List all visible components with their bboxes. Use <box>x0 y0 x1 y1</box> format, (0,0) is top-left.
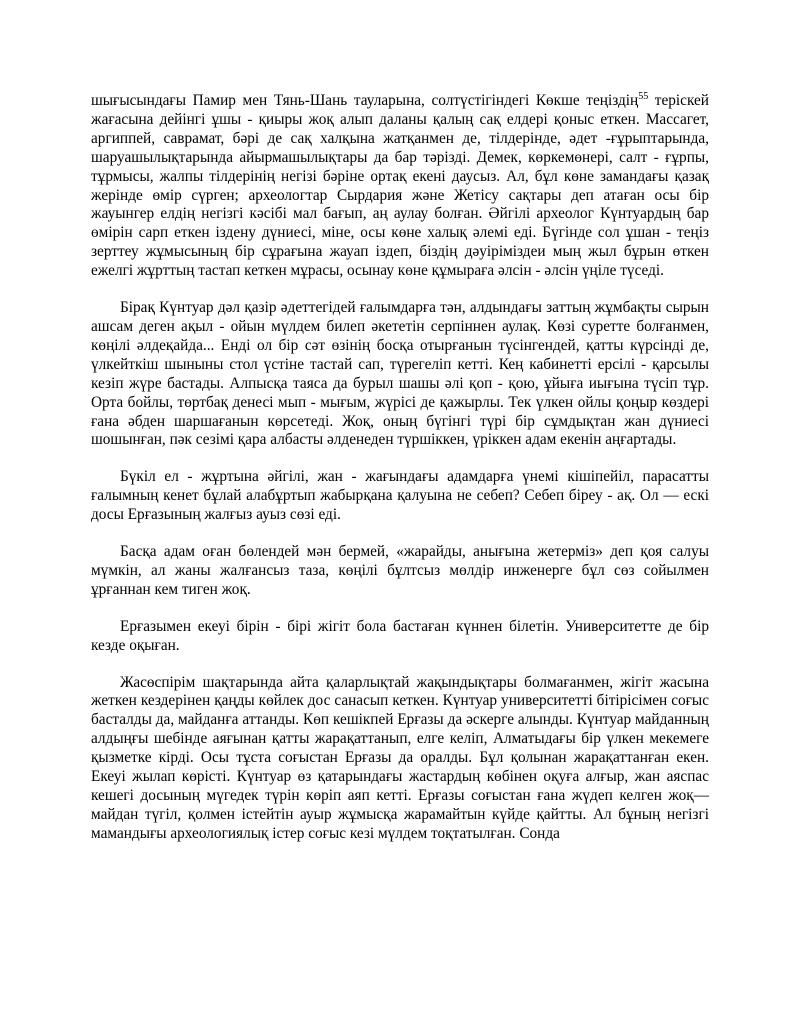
document-page <box>91 92 709 862</box>
paragraph-5: Ерғазымен екеуі бірін - бірі жігіт бола бастаған күннен білетін. Университетте де бір кезде оқыған. <box>91 617 709 654</box>
footnote-reference[interactable]: 55 <box>638 91 649 102</box>
paragraph-3: Бүкіл ел - жұртына әйгілі, жан - жағындағы адамдарға үнемі кішіпейіл, парасатты ғалымның кенет бұлай алабұртып жабырқана қалуына не себеп? Себеп біреу - ақ. Ол — ескі досы Ерғазының жалғыз ауыз сөзі еді. <box>91 468 709 524</box>
paragraph-1 <box>91 92 709 281</box>
paragraph-2: Бірақ Күнтуар дәл қазір әдеттегідей ғалымдарға тән, алдындағы заттың жұмбақты сырын ашсам деген ақыл - ойын мүлдем билеп әкететін серпіннен аулақ. Көзі суретте болғанмен, көңілі әлдеқайда... Енді ол бір сәт өзінің босқа отырғанын түсінгендей, қатты күрсінді де, үлкейткіш шыныны стол үстіне тастай сап, түрегеліп кетті. Кең кабинетті ерсілі - қарсылы кезіп жүре бастады. Алпысқа таяса да бурыл шашы әлі қоп - қою, ұйыға иығына түсіп тұр. Орта бойлы, төртбақ денесі мып - мығым, жүрісі де қажырлы. Тек үлкен ойлы қоңыр көздері ғана әбден шаршағанын көрсетеді. Жоқ, оның бүгінгі түрі бір сұмдықтан жан дүниесі шошынған, пәк сезімі қара албасты әлденеден түршіккен, үріккен адам екенін аңғартады. <box>91 299 709 449</box>
paragraph-4: Басқа адам оған бөлендей мән бермей, «жарайды, анығына жетерміз» деп қоя салуы мүмкін, ал жаны жалғансыз таза, көңілі бұлтсыз мөлдір инженерге бұл сөз сойылмен ұрғаннан кем тиген жоқ. <box>91 543 709 598</box>
paragraph-1-text-end: теріскей жағасына дейінгі ұшы - қиыры жоқ алып даланы қалың сақ елдері қоныс еткен. Массагет, аргиппей, саврамат, бәрі де сақ халқына жатқанмен де, тілдерінде, әдет -ғұрыптарында, шаруашылықтарында айырмашылықтары да бар тәрізді. Демек, көркемөнері, салт - ғұрпы, тұрмысы, жалпы тілдерінің негізі бәріне ортақ екені даусыз. Ал, бұл көне замандағы қазақ жерінде өмір сүрген; археологтар Сырдария және Жетісу сақтары деп атаған осы бір жауынгер елдің негізгі кәсібі мал бағып, аң аулау болған. Әйгілі археолог Күнтуардың бар өмірін сарп еткен іздену дүниесі, міне, осы көне халық әлемі еді. Бүгінде сол ұшан - теңіз зерттеу жұмысының бір сұрағына жауап іздеп, біздің дәуіріміздеи мың жыл бұрын өткен ежелгі жұрттың тастап кеткен мұрасы, осынау көне құмыраға әлсін - әлсін үңіле түседі. <box>91 92 709 280</box>
paragraph-6: Жасөспірім шақтарында айта қаларлықтай жақындықтары болмағанмен, жігіт жасына жеткен кездерінен қаңды көйлек дос санасып кеткен. Күнтуар университетті бітірісімен соғыс басталды да, майданға аттанды. Көп кешікпей Ерғазы да әскерге алынды. Күнтуар майданның алдыңғы шебінде аяғынан қатты жарақаттанып, елге келіп, Алматыдағы бір үлкен мекемеге қызметке кірді. Осы тұста соғыстан Ерғазы да оралды. Бұл қолынан жарақаттанған екен. Екеуі жылап көрісті. Күнтуар өз қатарындағы жастардың көбінен оқуға алғыр, жан аяспас кешегі досының мүгедек түрін көріп аяп кетті. Ерғазы соғыстан ғана жүдеп келген жоқ—майдан түгіл, қолмен істейтін ауыр жұмысқа жарамайтын күйде қайтты. Ал бұның негізгі мамандығы археологиялық істер соғыс кезі мүлдем тоқтатылған. Сонда <box>91 673 709 842</box>
paragraph-1-text-start: шығысындағы Памир мен Тянь-Шань тауларына, солтүстігіндегі Көкше теңіздің <box>91 92 639 109</box>
